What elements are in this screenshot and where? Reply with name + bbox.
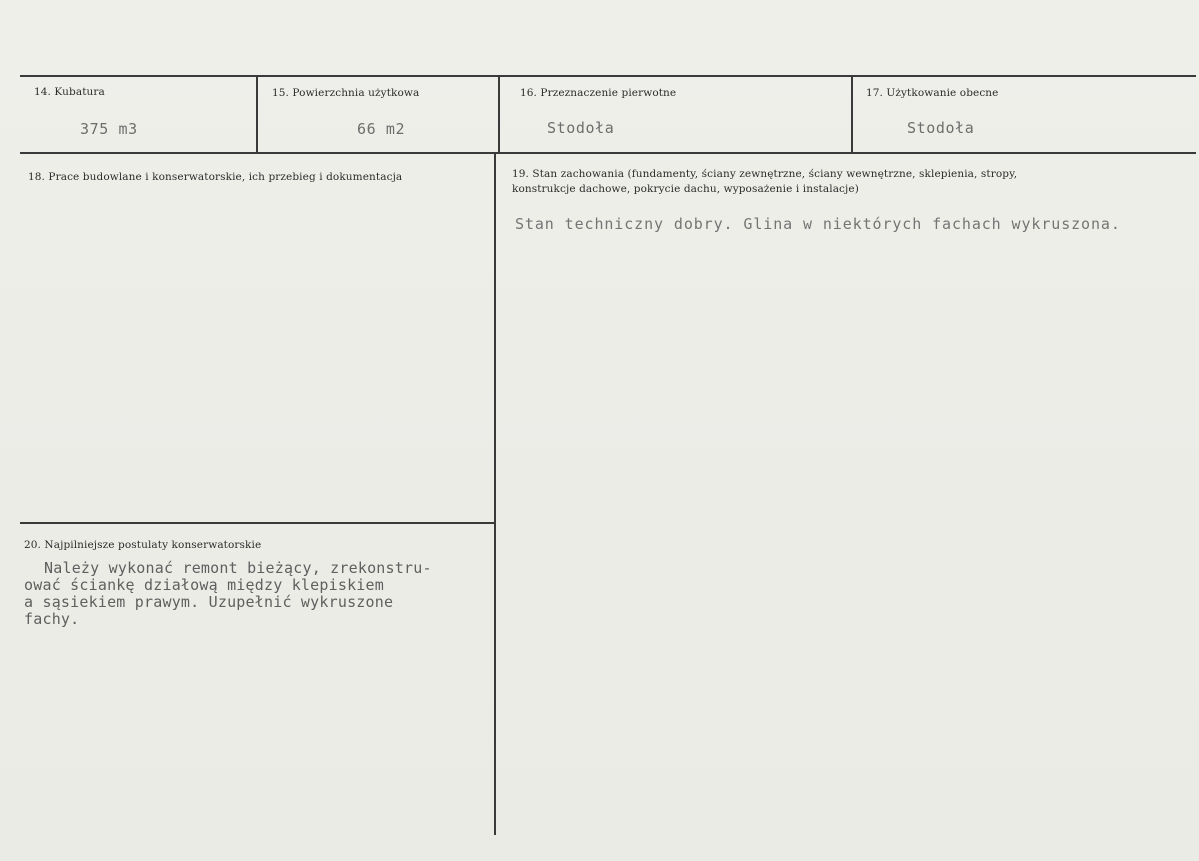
prace-label: 18. Prace budowlane i konserwatorskie, ich przebieg i dokumentacja [28, 171, 403, 183]
stan-label-line2: konstrukcje dachowe, pokrycie dachu, wyposażenie i instalacje) [512, 183, 859, 195]
przeznaczenie-label: 16. Przeznaczenie pierwotne [520, 87, 677, 99]
postulaty-label: 20. Najpilniejsze postulaty konserwatorskie [24, 539, 262, 551]
divider-left-right [494, 153, 496, 835]
row1-bottom-rule [20, 152, 1196, 154]
top-rule [20, 75, 1196, 77]
stan-label-line1: 19. Stan zachowania (fundamenty, ściany zewnętrzne, ściany wewnętrzne, sklepienia, stropy, [512, 168, 1018, 180]
kubatura-value: 375 m3 [80, 120, 138, 138]
postulaty-line: fachy. [24, 610, 80, 628]
uzytkowanie-value: Stodoła [907, 119, 975, 137]
stan-value: Stan techniczny dobry. Glina w niektórych fachach wykruszona. [515, 215, 1121, 233]
powierzchnia-value: 66 m2 [357, 120, 406, 138]
divider-16-17 [851, 76, 853, 153]
uzytkowanie-label: 17. Użytkowanie obecne [866, 87, 999, 99]
postulaty-line: a sąsiekiem prawym. Uzupełnić wykruszone [24, 593, 394, 611]
divider-15-16 [498, 76, 500, 153]
powierzchnia-label: 15. Powierzchnia użytkowa [272, 87, 420, 99]
postulaty-text [24, 559, 432, 628]
postulaty-line: ować ściankę działową między klepiskiem [24, 576, 384, 594]
przeznaczenie-value: Stodoła [547, 119, 615, 137]
section-18-bottom-rule [20, 522, 496, 524]
kubatura-label: 14. Kubatura [34, 86, 105, 98]
postulaty-line: Należy wykonać remont bieżący, zrekonstru- [44, 559, 432, 577]
divider-14-15 [256, 76, 258, 153]
